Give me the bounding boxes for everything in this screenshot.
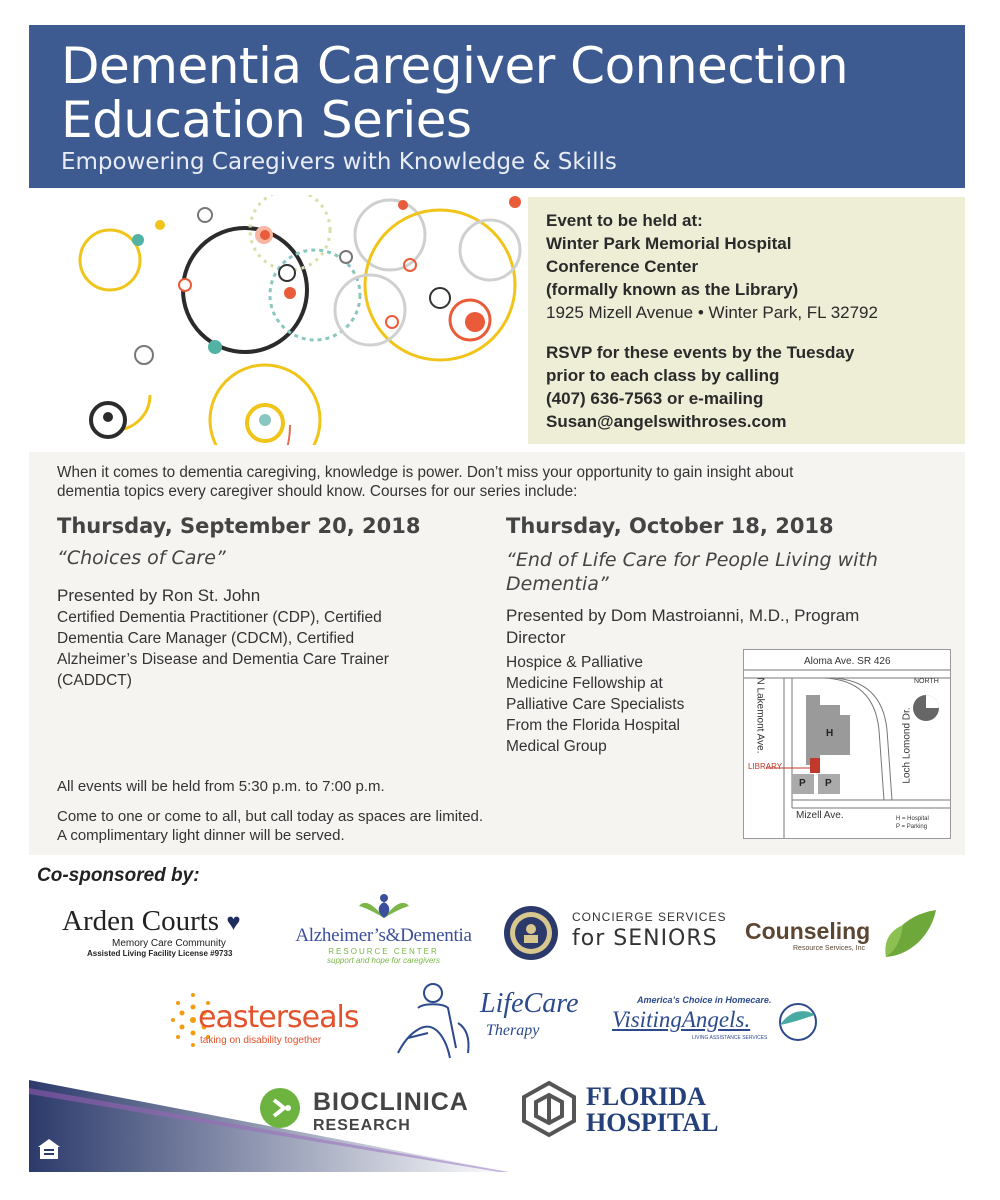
lifecare-name: LifeCare	[480, 988, 579, 1019]
course-1-title: “Choices of Care”	[57, 547, 226, 569]
concierge-line-1: CONCIERGE SERVICES	[572, 910, 727, 924]
title-line-1: Dementia Caregiver Connection	[61, 37, 849, 95]
bioclinica-icon	[258, 1086, 302, 1130]
map-north-label: NORTH	[914, 678, 939, 685]
credential-line: Dementia Care Manager (CDCM), Certified	[57, 630, 355, 647]
event-venue-2: Conference Center	[546, 257, 699, 276]
map-hospital-label: H	[826, 728, 834, 739]
bioclinica-sub: RESEARCH	[313, 1117, 411, 1134]
credential-line: (CADDCT)	[57, 672, 132, 689]
easterseals-logo	[168, 985, 373, 1057]
location-map	[743, 649, 951, 839]
visiting-angels-logo	[612, 995, 827, 1050]
intro-line-1: When it comes to dementia caregiving, knowledge is power. Don’t miss your opportunity to gain insight about	[57, 464, 794, 481]
lifecare-sub: Therapy	[486, 1022, 540, 1039]
closing-line: A complimentary light dinner will be served.	[57, 827, 345, 844]
counseling-logo	[745, 905, 945, 965]
lifecare-therapy-logo	[388, 978, 603, 1063]
seal-icon	[502, 904, 560, 962]
florida-hospital-icon	[520, 1080, 578, 1138]
map-road-right: Loch Lomond Dr.	[901, 707, 913, 784]
event-venue-note: (formally known as the Library)	[546, 280, 799, 299]
page-title	[61, 39, 848, 147]
closing-note	[57, 807, 483, 845]
florida-hospital-logo	[520, 1078, 720, 1140]
florida-hospital-line-1: FLORIDA	[586, 1082, 706, 1111]
credential-line: Alzheimer’s Disease and Dementia Care Trainer	[57, 651, 389, 668]
bioclinica-logo	[258, 1084, 498, 1139]
page-subtitle: Empowering Caregivers with Knowledge & Skills	[61, 149, 617, 175]
alz-sub: RESOURCE CENTER	[328, 947, 439, 956]
intro-text	[57, 463, 937, 501]
heart-icon: ♥	[226, 910, 241, 936]
bioclinica-name: BIOCLINICA	[313, 1088, 469, 1116]
credential-line: From the Florida Hospital	[506, 717, 681, 734]
rsvp-line-2: prior to each class by calling	[546, 366, 780, 385]
course-2-credentials	[506, 652, 684, 757]
header-banner	[29, 25, 965, 188]
event-venue: Winter Park Memorial Hospital	[546, 234, 792, 253]
event-location-box	[528, 197, 965, 444]
easterseals-tag: taking on disability together	[200, 1035, 322, 1046]
arden-name: Arden Courts	[62, 905, 220, 937]
credential-line: Certified Dementia Practitioner (CDP), Certified	[57, 609, 382, 626]
counseling-name: Counseling	[745, 918, 871, 944]
cosponsor-heading: Co-sponsored by:	[37, 865, 200, 886]
rsvp-line-1: RSVP for these events by the Tuesday	[546, 343, 855, 362]
equal-housing-icon	[36, 1137, 62, 1161]
course-1-credentials	[57, 607, 389, 691]
map-legend-line: P = Parking	[896, 824, 928, 830]
map-road-left: N Lakemont Ave.	[754, 677, 766, 754]
credential-line: Medical Group	[506, 738, 607, 755]
map-legend-line: H = Hospital	[896, 816, 929, 822]
course-2-title	[506, 548, 878, 596]
credential-line: Palliative Care Specialists	[506, 696, 685, 713]
event-time-note: All events will be held from 5:30 p.m. to 7:00 p.m.	[57, 778, 385, 795]
course-1-presenter: Presented by Ron St. John	[57, 586, 261, 605]
network-circles-graphic	[60, 195, 530, 445]
rsvp-email-link[interactable]: Susan@angelswithroses.com	[546, 412, 787, 431]
alz-tag: support and hope for caregivers	[327, 956, 440, 965]
presenter-line: Presented by Dom Mastroianni, M.D., Program	[506, 606, 860, 625]
florida-hospital-line-2: HOSPITAL	[586, 1108, 719, 1137]
people-figure-icon	[388, 978, 478, 1063]
event-address: 1925 Mizell Avenue • Winter Park, FL 32792	[546, 303, 878, 322]
alz-name: Alzheimer’s&Dementia	[295, 925, 472, 946]
arden-license: Assisted Living Facility License #9733	[87, 949, 233, 958]
concierge-services-logo	[500, 902, 725, 964]
course-2-title-line: Dementia”	[506, 573, 609, 595]
va-name: VisitingAngels.	[612, 1007, 751, 1032]
map-road-bottom: Mizell Ave.	[796, 810, 844, 821]
course-1-date: Thursday, September 20, 2018	[57, 514, 421, 538]
alzheimers-dementia-logo	[276, 892, 491, 965]
course-2-date: Thursday, October 18, 2018	[506, 514, 834, 538]
intro-line-2: dementia topics every caregiver should know. Courses for our series include:	[57, 483, 578, 500]
map-road-top: Aloma Ave. SR 426	[804, 656, 891, 667]
angel-wing-icon	[770, 1000, 820, 1045]
rsvp-phone: (407) 636-7563 or e-mailing	[546, 389, 764, 408]
va-tag: America’s Choice in Homecare.	[637, 995, 772, 1005]
credential-line: Medicine Fellowship at	[506, 675, 663, 692]
closing-line: Come to one or come to all, but call today as spaces are limited.	[57, 808, 484, 825]
event-heading: Event to be held at:	[546, 211, 703, 230]
easterseals-name: easterseals	[198, 1000, 359, 1035]
map-parking-label: P	[799, 778, 806, 789]
courses-section	[29, 452, 965, 855]
credential-line: Hospice & Palliative	[506, 654, 643, 671]
map-parking-label: P	[825, 778, 832, 789]
va-sub: LIVING ASSISTANCE SERVICES	[692, 1035, 768, 1041]
title-line-2: Education Series	[61, 91, 472, 149]
concierge-line-2: for SENIORS	[572, 926, 718, 951]
counseling-sub: Resource Services, Inc	[793, 945, 865, 952]
course-2-title-line: “End of Life Care for People Living with	[506, 549, 878, 571]
map-library-label: LIBRARY	[748, 762, 783, 771]
arden-courts-logo	[62, 905, 272, 958]
leaf-icon	[881, 905, 939, 963]
arden-sub: Memory Care Community	[112, 938, 226, 949]
presenter-line: Director	[506, 628, 566, 647]
course-2-presenter	[506, 605, 859, 649]
leaf-figure-icon	[354, 892, 414, 920]
map-legend	[896, 815, 929, 831]
